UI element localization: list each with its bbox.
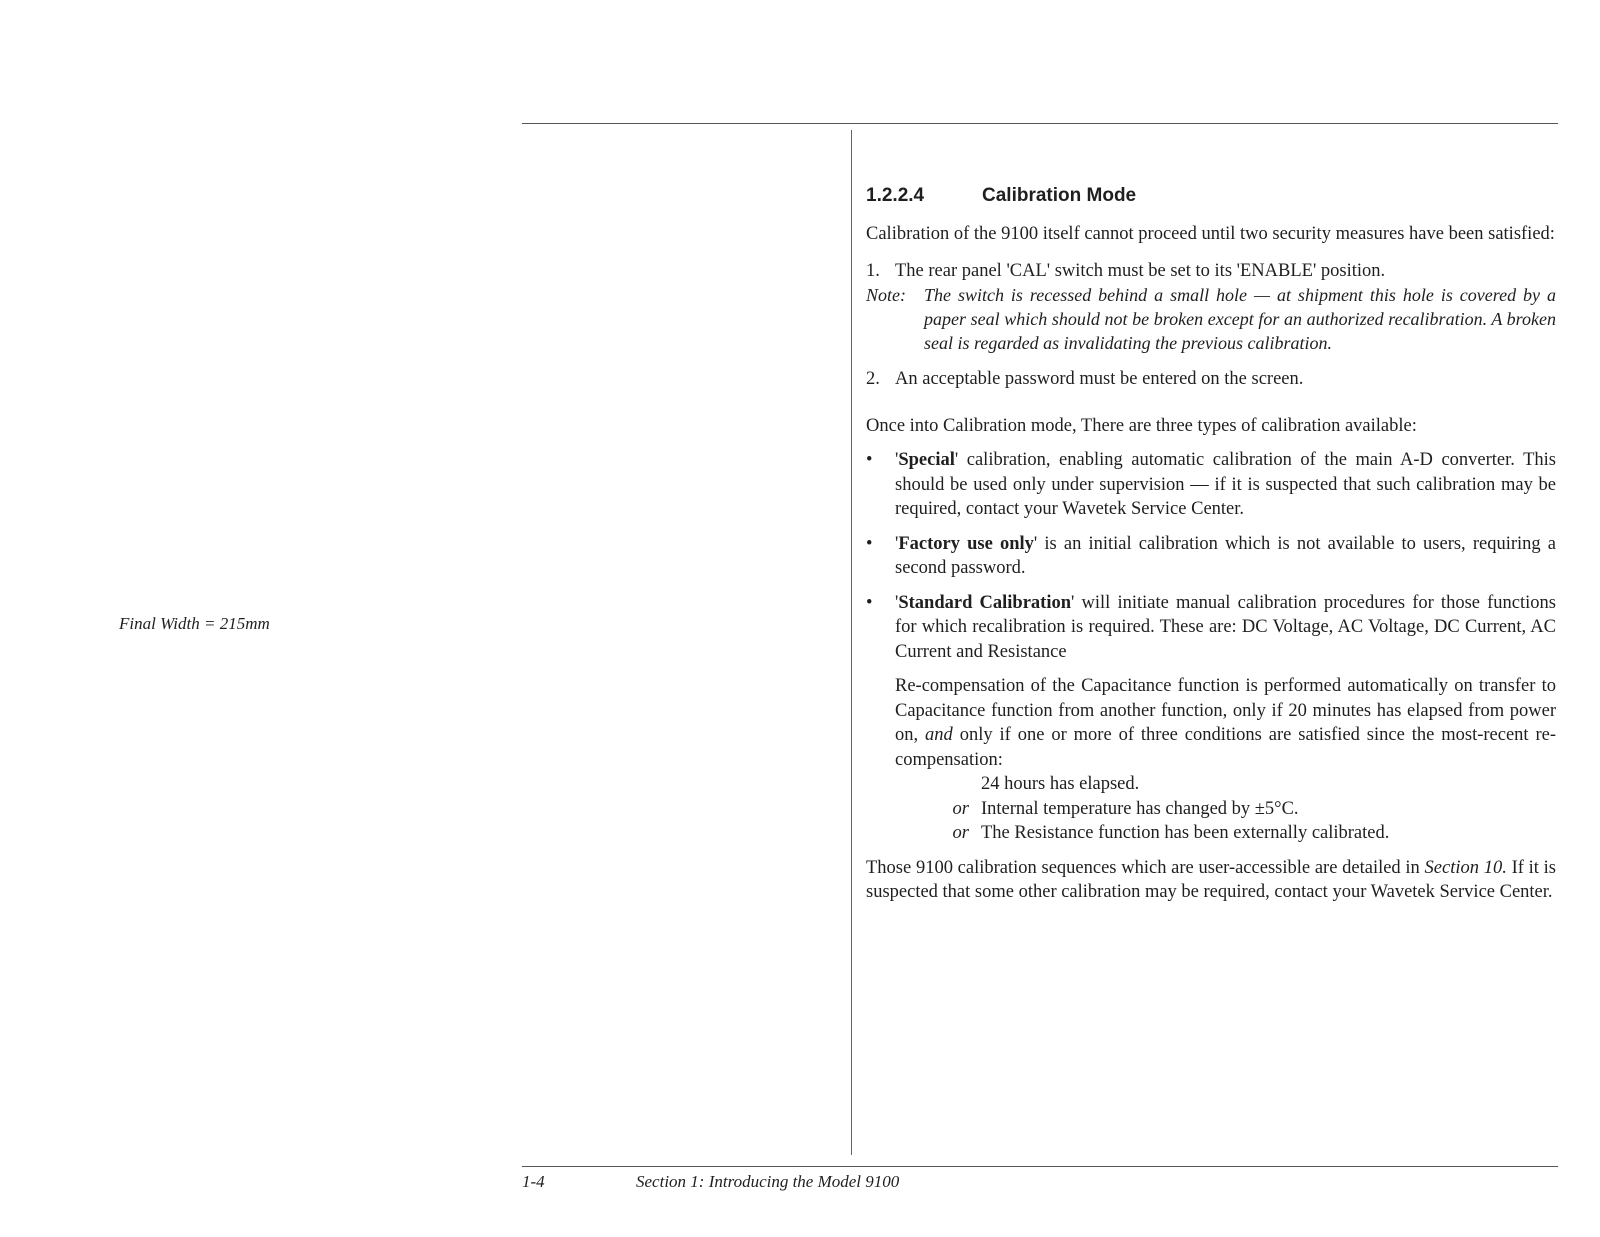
condition-text: 24 hours has elapsed.: [981, 774, 1140, 794]
bullet-description: is an initial calibration which is not available to users, requiring a second password.: [895, 533, 1556, 578]
page-body: [866, 184, 1556, 905]
bullet-description: will initiate manual calibration procedures for those functions for which recalibration is required. These are: DC Voltage, AC Voltage, DC Current, AC Current and Resistance: [895, 592, 1556, 662]
measure-text: An acceptable password must be entered on the screen.: [895, 369, 1304, 389]
bullet-item: [866, 532, 1556, 581]
bullet-term: Standard Calibration: [898, 592, 1072, 613]
bullet-item: [866, 448, 1556, 522]
column-rule: [851, 130, 852, 1155]
footer-rule: [522, 1166, 1558, 1167]
quote-open: ': [895, 592, 899, 613]
section-number: 1.2.2.4: [866, 185, 925, 206]
condition-item: [895, 772, 1556, 797]
margin-note: Final Width = 215mm: [119, 614, 270, 633]
closing-text: Those 9100 calibration sequences which are user-accessible are detailed in: [866, 857, 1425, 878]
recomp-text: only if one or more of three conditions are satisfied since the most-recent re-compensation:: [895, 725, 1557, 770]
measure-marker: 1.: [866, 260, 880, 281]
recomp-text: Re-compensation of the Capacitance function is performed automatically on transfer to Capacitance function from another function, only if 20 minutes has elapsed from power on,: [895, 676, 1556, 745]
bullet-term: Special: [898, 450, 955, 470]
condition-text: The Resistance function has been externally calibrated.: [981, 823, 1390, 843]
condition-item: [895, 797, 1556, 822]
section-reference: Section 10.: [1424, 857, 1507, 878]
bullet-item: [866, 591, 1556, 665]
bullet-text: [895, 591, 1556, 665]
condition-prefix: [895, 772, 981, 797]
intro-paragraph: Calibration of the 9100 itself cannot proceed until two security measures have been satisfied:: [866, 224, 1555, 244]
recompensation-paragraph: [895, 674, 1556, 772]
types-intro: Once into Calibration mode, There are three types of calibration available:: [866, 415, 1417, 436]
closing-paragraph: [866, 856, 1556, 905]
footer-section-title: Section 1: Introducing the Model 9100: [636, 1172, 900, 1191]
closing-text: If it is suspected that some other calibration may be required, contact your Wavetek Service Center.: [866, 857, 1556, 902]
measure-text: The rear panel 'CAL' switch must be set to its 'ENABLE' position.: [895, 260, 1386, 281]
quote-close: ': [954, 450, 959, 470]
note-text: The switch is recessed behind a small hole — at shipment this hole is covered by a paper seal which should not be broken except for an authorized recalibration. A broken seal is regarded as invalidating the previous calibration.: [924, 285, 1556, 353]
bullet-term: Factory use only: [898, 533, 1034, 554]
condition-text: Internal temperature has changed by ±5°C.: [981, 798, 1299, 819]
condition-item: [895, 821, 1556, 846]
measure-marker: 2.: [866, 369, 880, 389]
condition-prefix: or: [952, 798, 969, 819]
measure-item: [866, 367, 1556, 392]
bullet-description: calibration, enabling automatic calibration of the main A-D converter. This should be used only under supervision — if it is suspected that such calibration may be required, contact your Wavetek Service Center.: [895, 450, 1556, 519]
section-heading: [866, 184, 1556, 208]
quote-close: ': [1071, 592, 1075, 613]
measure-item: [866, 259, 1556, 284]
bullet-marker: •: [866, 450, 873, 470]
bullet-marker: •: [866, 592, 873, 613]
header-rule: [522, 123, 1558, 124]
bullet-text: [895, 532, 1556, 581]
quote-close: ': [1033, 533, 1038, 554]
bullet-text: [895, 448, 1556, 522]
recomp-emphasis: and: [925, 725, 953, 745]
section-title: Calibration Mode: [982, 185, 1137, 206]
note: [866, 283, 1556, 355]
quote-open: ': [895, 450, 899, 470]
quote-open: ': [895, 533, 899, 554]
note-label: Note:: [866, 285, 906, 305]
condition-prefix: or: [952, 823, 969, 843]
bullet-marker: •: [866, 533, 873, 554]
page-number: 1-4: [522, 1172, 545, 1191]
